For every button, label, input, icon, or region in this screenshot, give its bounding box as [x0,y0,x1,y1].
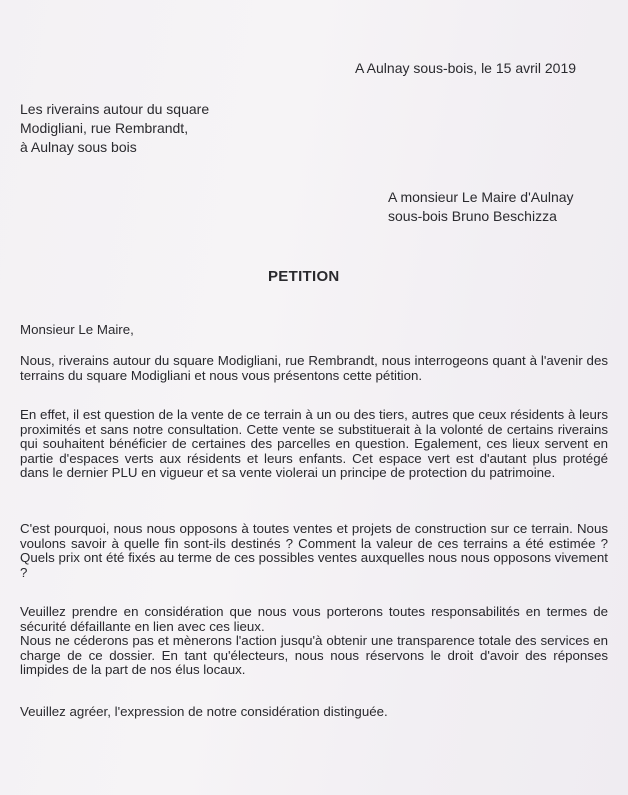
greeting: Monsieur Le Maire, [20,322,134,337]
sender-line-2: Modigliani, rue Rembrandt, [20,120,189,136]
page-title: PETITION [268,268,340,285]
recipient-line-1: A monsieur Le Maire d'Aulnay [388,189,574,205]
date-line: A Aulnay sous-bois, le 15 avril 2019 [355,60,577,76]
paragraph-text: Nous, riverains autour du square Modigliani, rue Rembrandt, nous interrogeons quant à l'avenir des terrains du square Modigliani et nous vous présentons cette pétition. [20,353,608,383]
paragraph-text: C'est pourquoi, nous nous opposons à toutes ventes et projets de construction sur ce terrain. Nous voulons savoir à quelle fin sont-ils destinés ? Comment la valeur de ces terrains a été estimée ? Quels prix ont été fixés au terme de ces possibles ventes auxquelles nous nous opposons vivement ? [20,521,608,580]
paragraph-text: En effet, il est question de la vente de ce terrain à un ou des tiers, autres que ceux résidents à leurs proximités et sans notre consultation. Cette vente se substituerait à la volonté de certains riverains qui souhaitent bénéficier de certaines des parcelles en question. Egalement, ces lieux servent en partie d'espaces verts aux résidents et leurs enfants. Cet espace vert est d'autant plus protégé dans le dernier PLU en vigueur et sa vente violerai un principe de protection du patrimoine. [20,407,608,481]
paragraph-text: Nous ne céderons pas et mènerons l'action jusqu'à obtenir une transparence totale des services en charge de ce dossier. En tant qu'électeurs, nous nous réservons le droit d'avoir des réponses limpides de la part de nos élus locaux. [20,633,608,678]
closing-line: Veuillez agréer, l'expression de notre considération distinguée. [20,704,388,719]
paragraph-text: Veuillez prendre en considération que nous vous porterons toutes responsabilités en termes de sécurité défaillante en lien avec ces lieux. [20,604,608,634]
paragraph-responsibility [20,605,608,634]
recipient-line-2: sous-bois Bruno Beschizza [388,208,557,224]
sender-line-3: à Aulnay sous bois [20,139,137,155]
paragraph-context [20,408,608,481]
paragraph-opposition [20,522,608,580]
paragraph-action [20,634,608,678]
sender-line-1: Les riverains autour du square [20,101,210,117]
paragraph-intro [20,354,608,383]
